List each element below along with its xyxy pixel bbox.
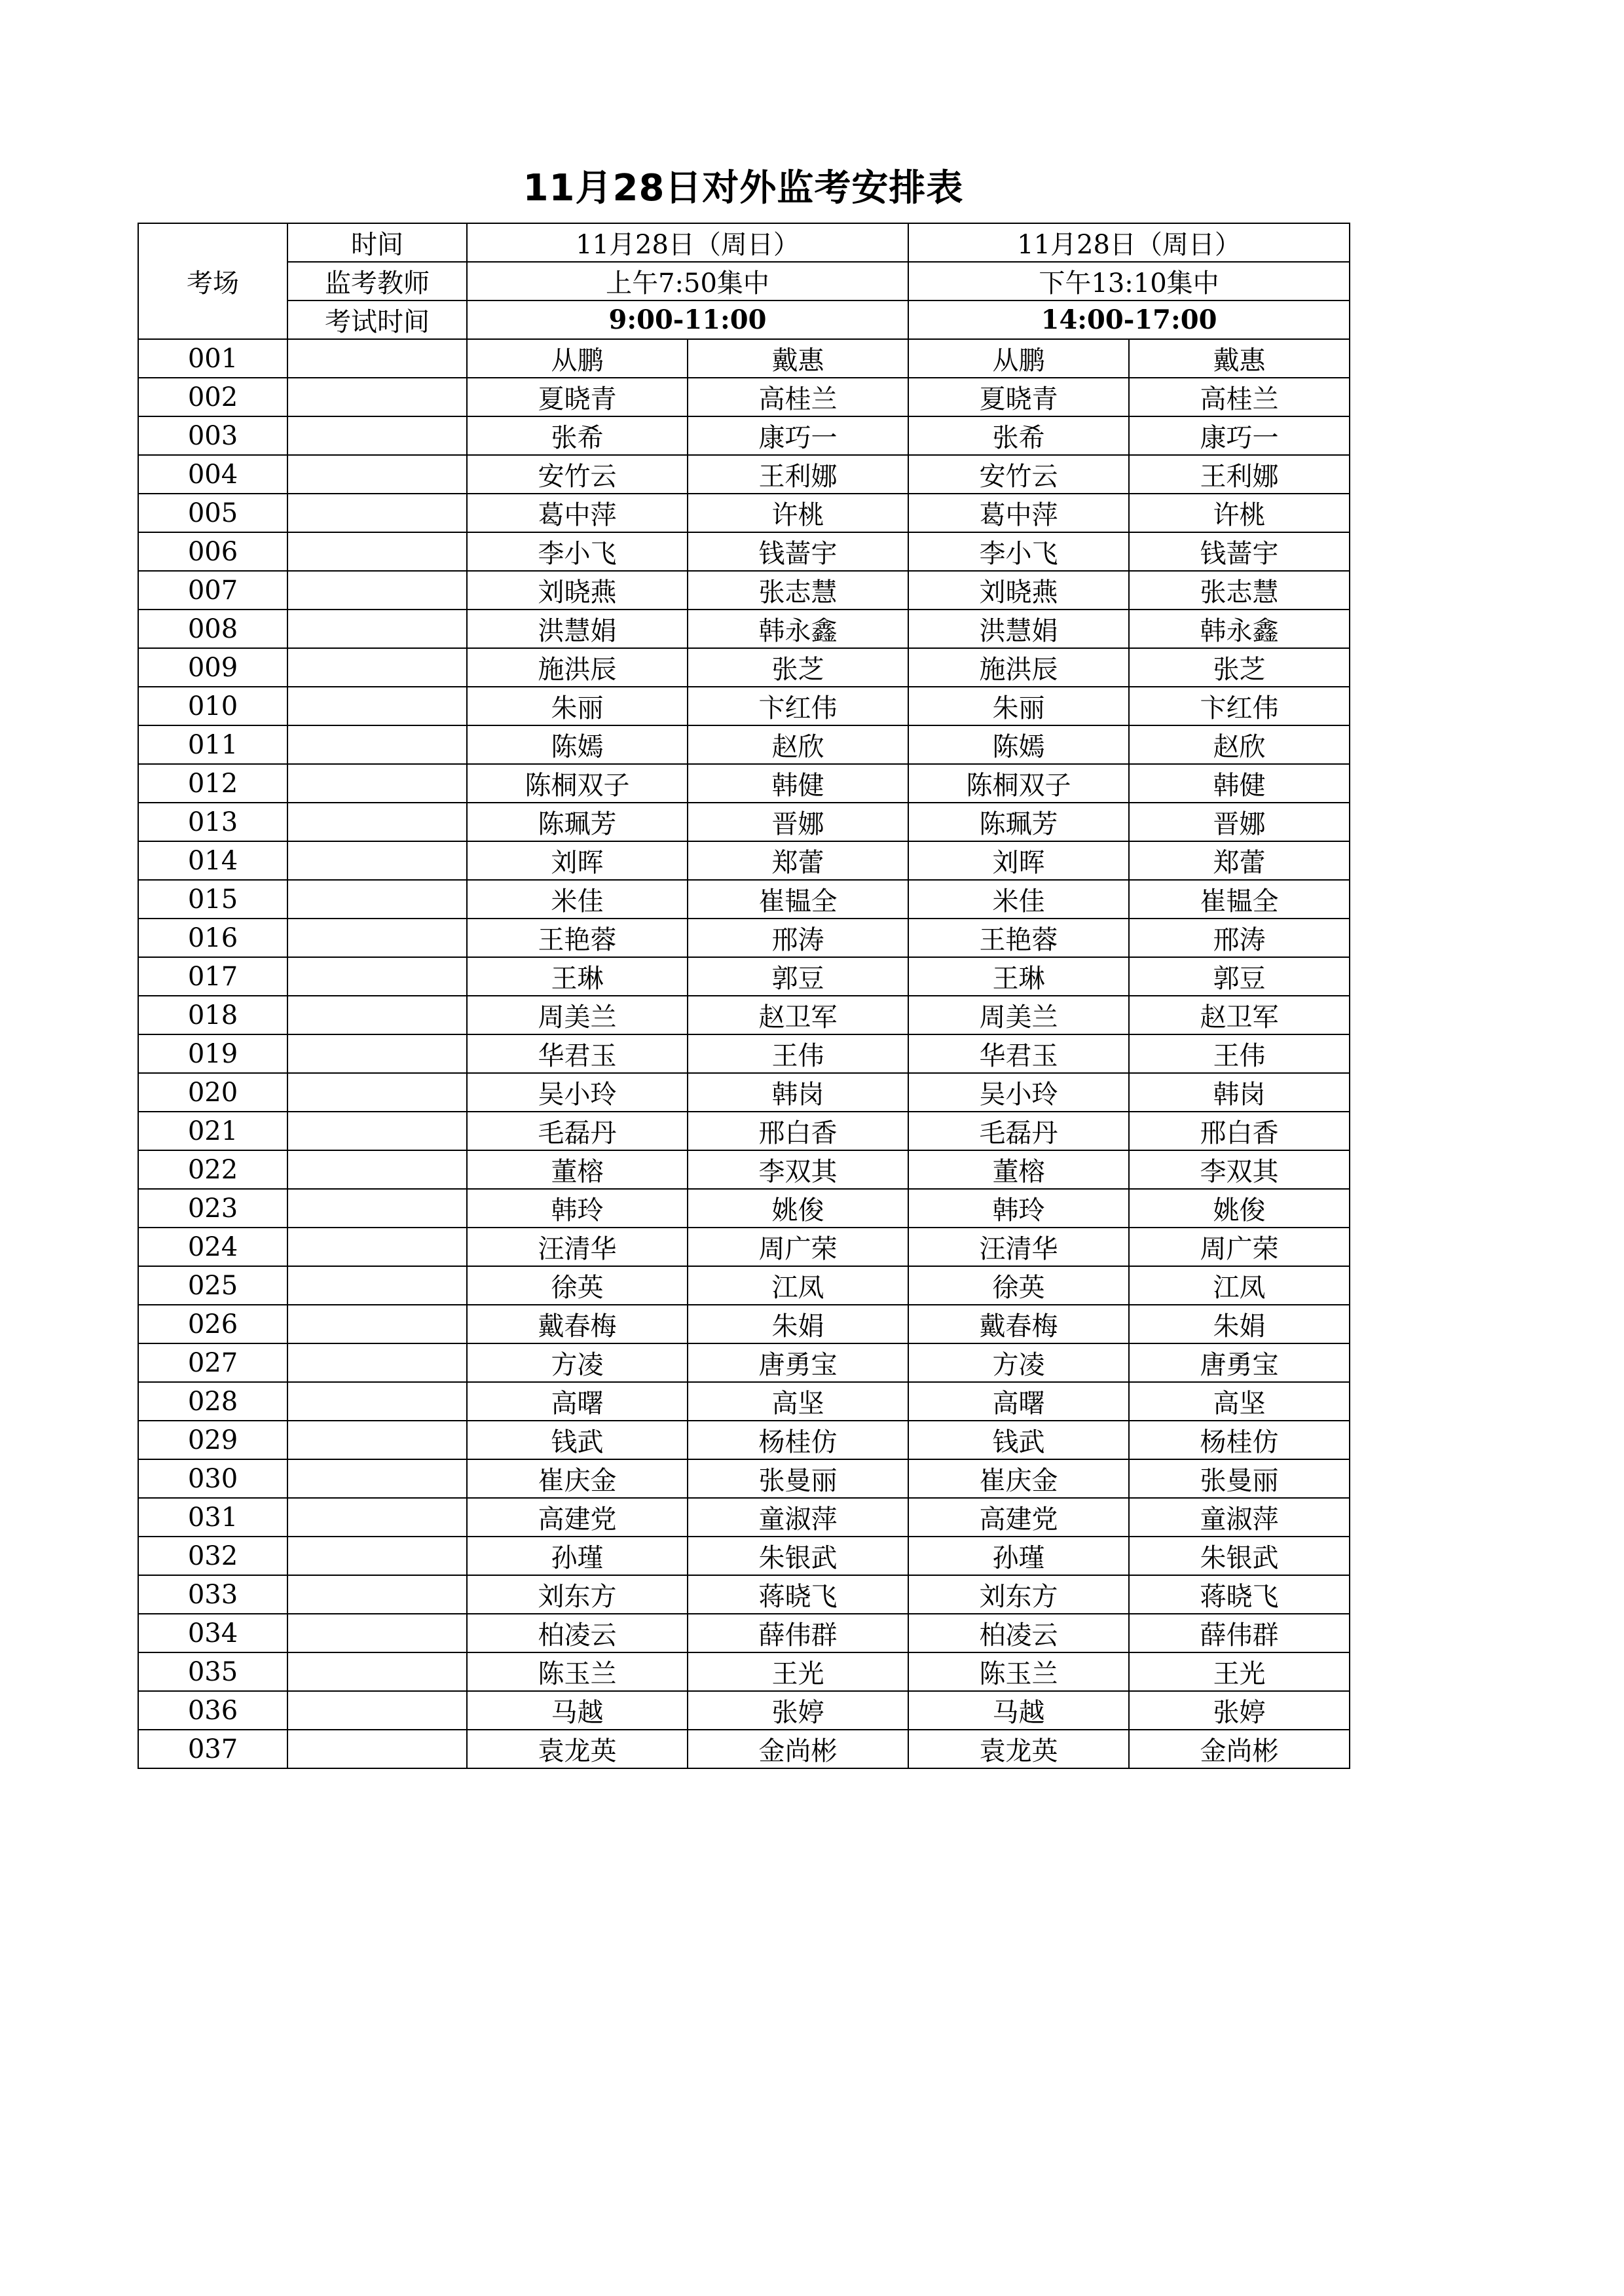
room-number: 019 [138, 1034, 287, 1073]
afternoon-exam-time: 14:00-17:00 [908, 301, 1350, 339]
room-number: 033 [138, 1575, 287, 1614]
table-row [138, 1691, 1350, 1730]
morning-proctor-2: 张志慧 [688, 571, 908, 610]
afternoon-proctor-2: 童淑萍 [1129, 1498, 1350, 1537]
room-note [287, 610, 467, 648]
table-row [138, 1537, 1350, 1575]
room-number: 013 [138, 803, 287, 841]
morning-date: 11月28日（周日） [467, 223, 908, 262]
afternoon-proctor-1: 崔庆金 [908, 1459, 1129, 1498]
room-number: 016 [138, 919, 287, 957]
afternoon-proctor-2: 韩岗 [1129, 1073, 1350, 1112]
morning-proctor-1: 从鹏 [467, 339, 688, 378]
afternoon-proctor-1: 陈珮芳 [908, 803, 1129, 841]
table-row [138, 764, 1350, 803]
room-note [287, 996, 467, 1034]
room-number: 029 [138, 1421, 287, 1459]
table-row [138, 1266, 1350, 1305]
morning-proctor-2: 张芝 [688, 648, 908, 687]
afternoon-proctor-1: 刘晖 [908, 841, 1129, 880]
table-row [138, 725, 1350, 764]
morning-proctor-1: 孙瑾 [467, 1537, 688, 1575]
afternoon-proctor-2: 李双其 [1129, 1150, 1350, 1189]
morning-proctor-1: 刘晓燕 [467, 571, 688, 610]
afternoon-proctor-2: 高桂兰 [1129, 378, 1350, 416]
afternoon-proctor-2: 王利娜 [1129, 455, 1350, 494]
morning-proctor-1: 王琳 [467, 957, 688, 996]
afternoon-proctor-2: 张志慧 [1129, 571, 1350, 610]
table-row [138, 841, 1350, 880]
morning-proctor-2: 卞红伟 [688, 687, 908, 725]
afternoon-proctor-1: 高曙 [908, 1382, 1129, 1421]
room-header: 考场 [138, 223, 287, 339]
time-label: 时间 [287, 223, 467, 262]
room-number: 034 [138, 1614, 287, 1652]
afternoon-proctor-1: 陈桐双子 [908, 764, 1129, 803]
afternoon-proctor-2: 王伟 [1129, 1034, 1350, 1073]
room-number: 022 [138, 1150, 287, 1189]
afternoon-proctor-1: 马越 [908, 1691, 1129, 1730]
room-note [287, 1305, 467, 1343]
morning-proctor-2: 童淑萍 [688, 1498, 908, 1537]
morning-proctor-2: 戴惠 [688, 339, 908, 378]
morning-proctor-2: 张婷 [688, 1691, 908, 1730]
exam-time-label: 考试时间 [287, 301, 467, 339]
room-note [287, 880, 467, 919]
table-row [138, 1228, 1350, 1266]
room-number: 015 [138, 880, 287, 919]
afternoon-proctor-2: 张曼丽 [1129, 1459, 1350, 1498]
room-number: 021 [138, 1112, 287, 1150]
room-note [287, 919, 467, 957]
room-number: 005 [138, 494, 287, 532]
room-number: 035 [138, 1652, 287, 1691]
morning-proctor-2: 韩健 [688, 764, 908, 803]
morning-proctor-2: 江凤 [688, 1266, 908, 1305]
room-number: 028 [138, 1382, 287, 1421]
morning-proctor-2: 韩岗 [688, 1073, 908, 1112]
morning-proctor-1: 崔庆金 [467, 1459, 688, 1498]
morning-proctor-2: 钱蔷宇 [688, 532, 908, 571]
afternoon-proctor-1: 刘东方 [908, 1575, 1129, 1614]
room-note [287, 1614, 467, 1652]
morning-proctor-1: 陈玉兰 [467, 1652, 688, 1691]
room-note [287, 1421, 467, 1459]
morning-proctor-2: 金尚彬 [688, 1730, 908, 1768]
header-row-exam-time [138, 301, 1350, 339]
afternoon-proctor-2: 钱蔷宇 [1129, 532, 1350, 571]
afternoon-proctor-1: 华君玉 [908, 1034, 1129, 1073]
table-row [138, 1073, 1350, 1112]
afternoon-proctor-1: 李小飞 [908, 532, 1129, 571]
room-note [287, 494, 467, 532]
afternoon-proctor-1: 朱丽 [908, 687, 1129, 725]
morning-proctor-2: 晋娜 [688, 803, 908, 841]
afternoon-proctor-2: 姚俊 [1129, 1189, 1350, 1228]
room-note [287, 648, 467, 687]
room-note [287, 1691, 467, 1730]
room-number: 026 [138, 1305, 287, 1343]
room-note [287, 532, 467, 571]
afternoon-proctor-1: 柏凌云 [908, 1614, 1129, 1652]
room-note [287, 1730, 467, 1768]
room-number: 002 [138, 378, 287, 416]
table-row [138, 687, 1350, 725]
morning-proctor-1: 汪清华 [467, 1228, 688, 1266]
table-row [138, 1034, 1350, 1073]
afternoon-proctor-1: 张希 [908, 416, 1129, 455]
morning-proctor-2: 崔韫全 [688, 880, 908, 919]
room-note [287, 1652, 467, 1691]
table-row [138, 494, 1350, 532]
table-row [138, 919, 1350, 957]
teacher-label: 监考教师 [287, 262, 467, 301]
afternoon-proctor-1: 安竹云 [908, 455, 1129, 494]
afternoon-proctor-2: 薛伟群 [1129, 1614, 1350, 1652]
morning-proctor-1: 董榕 [467, 1150, 688, 1189]
afternoon-proctor-2: 韩健 [1129, 764, 1350, 803]
room-number: 037 [138, 1730, 287, 1768]
room-number: 004 [138, 455, 287, 494]
morning-proctor-1: 米佳 [467, 880, 688, 919]
table-row [138, 1459, 1350, 1498]
morning-proctor-1: 陈桐双子 [467, 764, 688, 803]
table-row [138, 957, 1350, 996]
afternoon-proctor-1: 韩玲 [908, 1189, 1129, 1228]
morning-proctor-1: 陈珮芳 [467, 803, 688, 841]
morning-exam-time: 9:00-11:00 [467, 301, 908, 339]
morning-proctor-2: 朱娟 [688, 1305, 908, 1343]
afternoon-proctor-2: 高坚 [1129, 1382, 1350, 1421]
table-row [138, 1343, 1350, 1382]
morning-proctor-2: 赵欣 [688, 725, 908, 764]
morning-proctor-2: 杨桂仿 [688, 1421, 908, 1459]
afternoon-proctor-2: 韩永鑫 [1129, 610, 1350, 648]
afternoon-date: 11月28日（周日） [908, 223, 1350, 262]
room-number: 006 [138, 532, 287, 571]
afternoon-proctor-2: 赵卫军 [1129, 996, 1350, 1034]
room-note [287, 339, 467, 378]
table-row [138, 416, 1350, 455]
morning-proctor-1: 李小飞 [467, 532, 688, 571]
morning-proctor-2: 姚俊 [688, 1189, 908, 1228]
afternoon-proctor-1: 汪清华 [908, 1228, 1129, 1266]
afternoon-proctor-1: 葛中萍 [908, 494, 1129, 532]
afternoon-proctor-1: 孙瑾 [908, 1537, 1129, 1575]
morning-proctor-2: 王光 [688, 1652, 908, 1691]
afternoon-proctor-2: 江凤 [1129, 1266, 1350, 1305]
afternoon-proctor-2: 朱银武 [1129, 1537, 1350, 1575]
room-number: 024 [138, 1228, 287, 1266]
table-row [138, 532, 1350, 571]
morning-proctor-2: 高坚 [688, 1382, 908, 1421]
morning-proctor-1: 刘晖 [467, 841, 688, 880]
room-number: 009 [138, 648, 287, 687]
table-row [138, 1730, 1350, 1768]
table-row [138, 1189, 1350, 1228]
morning-proctor-1: 华君玉 [467, 1034, 688, 1073]
table-row [138, 1575, 1350, 1614]
room-note [287, 1034, 467, 1073]
table-row [138, 648, 1350, 687]
morning-proctor-1: 朱丽 [467, 687, 688, 725]
morning-proctor-2: 薛伟群 [688, 1614, 908, 1652]
room-number: 017 [138, 957, 287, 996]
morning-proctor-2: 邢白香 [688, 1112, 908, 1150]
morning-proctor-2: 周广荣 [688, 1228, 908, 1266]
afternoon-proctor-2: 郭豆 [1129, 957, 1350, 996]
afternoon-proctor-2: 邢白香 [1129, 1112, 1350, 1150]
table-row [138, 1150, 1350, 1189]
morning-proctor-1: 戴春梅 [467, 1305, 688, 1343]
room-note [287, 803, 467, 841]
room-note [287, 841, 467, 880]
afternoon-proctor-2: 朱娟 [1129, 1305, 1350, 1343]
morning-proctor-2: 蒋晓飞 [688, 1575, 908, 1614]
room-number: 018 [138, 996, 287, 1034]
morning-proctor-2: 王伟 [688, 1034, 908, 1073]
morning-proctor-1: 施洪辰 [467, 648, 688, 687]
room-note [287, 455, 467, 494]
room-note [287, 1382, 467, 1421]
room-note [287, 725, 467, 764]
afternoon-proctor-1: 方凌 [908, 1343, 1129, 1382]
afternoon-proctor-2: 邢涛 [1129, 919, 1350, 957]
afternoon-proctor-1: 徐英 [908, 1266, 1129, 1305]
room-number: 023 [138, 1189, 287, 1228]
morning-proctor-1: 安竹云 [467, 455, 688, 494]
morning-proctor-1: 高建党 [467, 1498, 688, 1537]
room-note [287, 1228, 467, 1266]
morning-proctor-1: 毛磊丹 [467, 1112, 688, 1150]
table-row [138, 1652, 1350, 1691]
room-number: 003 [138, 416, 287, 455]
morning-proctor-1: 吴小玲 [467, 1073, 688, 1112]
table-row [138, 880, 1350, 919]
afternoon-proctor-1: 陈嫣 [908, 725, 1129, 764]
morning-proctor-1: 夏晓青 [467, 378, 688, 416]
room-note [287, 1459, 467, 1498]
room-note [287, 1112, 467, 1150]
room-number: 010 [138, 687, 287, 725]
room-number: 007 [138, 571, 287, 610]
table-row [138, 1305, 1350, 1343]
afternoon-proctor-1: 施洪辰 [908, 648, 1129, 687]
room-number: 036 [138, 1691, 287, 1730]
afternoon-proctor-1: 王艳蓉 [908, 919, 1129, 957]
afternoon-proctor-1: 毛磊丹 [908, 1112, 1129, 1150]
afternoon-proctor-1: 刘晓燕 [908, 571, 1129, 610]
room-note [287, 687, 467, 725]
morning-proctor-2: 朱银武 [688, 1537, 908, 1575]
afternoon-proctor-2: 许桃 [1129, 494, 1350, 532]
afternoon-proctor-1: 钱武 [908, 1421, 1129, 1459]
morning-proctor-1: 陈嫣 [467, 725, 688, 764]
morning-proctor-2: 郭豆 [688, 957, 908, 996]
afternoon-proctor-2: 张婷 [1129, 1691, 1350, 1730]
room-note [287, 1575, 467, 1614]
table-row [138, 1498, 1350, 1537]
room-note [287, 957, 467, 996]
room-note [287, 1073, 467, 1112]
schedule-table [138, 223, 1350, 1769]
morning-proctor-1: 葛中萍 [467, 494, 688, 532]
afternoon-proctor-1: 吴小玲 [908, 1073, 1129, 1112]
afternoon-proctor-1: 从鹏 [908, 339, 1129, 378]
header-row-gather [138, 262, 1350, 301]
morning-proctor-1: 刘东方 [467, 1575, 688, 1614]
morning-proctor-2: 唐勇宝 [688, 1343, 908, 1382]
afternoon-proctor-1: 夏晓青 [908, 378, 1129, 416]
table-row [138, 339, 1350, 378]
room-number: 008 [138, 610, 287, 648]
room-number: 014 [138, 841, 287, 880]
afternoon-gather-time: 下午13:10集中 [908, 262, 1350, 301]
morning-proctor-1: 韩玲 [467, 1189, 688, 1228]
morning-proctor-1: 周美兰 [467, 996, 688, 1034]
table-row [138, 1421, 1350, 1459]
morning-proctor-1: 钱武 [467, 1421, 688, 1459]
room-note [287, 1266, 467, 1305]
room-note [287, 1150, 467, 1189]
afternoon-proctor-2: 金尚彬 [1129, 1730, 1350, 1768]
table-row [138, 803, 1350, 841]
morning-proctor-2: 高桂兰 [688, 378, 908, 416]
afternoon-proctor-1: 王琳 [908, 957, 1129, 996]
table-row [138, 610, 1350, 648]
afternoon-proctor-1: 高建党 [908, 1498, 1129, 1537]
afternoon-proctor-2: 杨桂仿 [1129, 1421, 1350, 1459]
afternoon-proctor-1: 周美兰 [908, 996, 1129, 1034]
afternoon-proctor-1: 洪慧娟 [908, 610, 1129, 648]
morning-proctor-1: 柏凌云 [467, 1614, 688, 1652]
afternoon-proctor-2: 郑蕾 [1129, 841, 1350, 880]
room-number: 025 [138, 1266, 287, 1305]
afternoon-proctor-2: 康巧一 [1129, 416, 1350, 455]
afternoon-proctor-1: 董榕 [908, 1150, 1129, 1189]
room-number: 027 [138, 1343, 287, 1382]
morning-proctor-2: 王利娜 [688, 455, 908, 494]
morning-proctor-2: 李双其 [688, 1150, 908, 1189]
morning-proctor-2: 郑蕾 [688, 841, 908, 880]
morning-proctor-2: 张曼丽 [688, 1459, 908, 1498]
morning-proctor-2: 赵卫军 [688, 996, 908, 1034]
afternoon-proctor-1: 戴春梅 [908, 1305, 1129, 1343]
page-title: 11月28日对外监考安排表 [523, 167, 964, 210]
room-number: 032 [138, 1537, 287, 1575]
afternoon-proctor-2: 崔韫全 [1129, 880, 1350, 919]
morning-gather-time: 上午7:50集中 [467, 262, 908, 301]
room-note [287, 416, 467, 455]
morning-proctor-1: 马越 [467, 1691, 688, 1730]
morning-proctor-2: 许桃 [688, 494, 908, 532]
room-note [287, 571, 467, 610]
morning-proctor-1: 袁龙英 [467, 1730, 688, 1768]
room-number: 012 [138, 764, 287, 803]
afternoon-proctor-2: 戴惠 [1129, 339, 1350, 378]
room-note [287, 1498, 467, 1537]
room-number: 030 [138, 1459, 287, 1498]
room-note [287, 1343, 467, 1382]
morning-proctor-1: 王艳蓉 [467, 919, 688, 957]
table-row [138, 378, 1350, 416]
morning-proctor-1: 徐英 [467, 1266, 688, 1305]
afternoon-proctor-1: 米佳 [908, 880, 1129, 919]
morning-proctor-2: 邢涛 [688, 919, 908, 957]
room-note [287, 1189, 467, 1228]
room-number: 031 [138, 1498, 287, 1537]
afternoon-proctor-1: 袁龙英 [908, 1730, 1129, 1768]
table-row [138, 1112, 1350, 1150]
room-note [287, 378, 467, 416]
room-number: 020 [138, 1073, 287, 1112]
table-row [138, 996, 1350, 1034]
table-row [138, 1614, 1350, 1652]
morning-proctor-1: 方凌 [467, 1343, 688, 1382]
header-row-time [138, 223, 1350, 262]
afternoon-proctor-2: 王光 [1129, 1652, 1350, 1691]
room-note [287, 1537, 467, 1575]
table-row [138, 571, 1350, 610]
afternoon-proctor-2: 张芝 [1129, 648, 1350, 687]
afternoon-proctor-2: 晋娜 [1129, 803, 1350, 841]
room-note [287, 764, 467, 803]
afternoon-proctor-2: 蒋晓飞 [1129, 1575, 1350, 1614]
morning-proctor-1: 张希 [467, 416, 688, 455]
morning-proctor-2: 韩永鑫 [688, 610, 908, 648]
afternoon-proctor-1: 陈玉兰 [908, 1652, 1129, 1691]
morning-proctor-1: 高曙 [467, 1382, 688, 1421]
afternoon-proctor-2: 周广荣 [1129, 1228, 1350, 1266]
afternoon-proctor-2: 赵欣 [1129, 725, 1350, 764]
morning-proctor-1: 洪慧娟 [467, 610, 688, 648]
morning-proctor-2: 康巧一 [688, 416, 908, 455]
afternoon-proctor-2: 唐勇宝 [1129, 1343, 1350, 1382]
table-row [138, 1382, 1350, 1421]
afternoon-proctor-2: 卞红伟 [1129, 687, 1350, 725]
room-number: 001 [138, 339, 287, 378]
table-row [138, 455, 1350, 494]
room-number: 011 [138, 725, 287, 764]
